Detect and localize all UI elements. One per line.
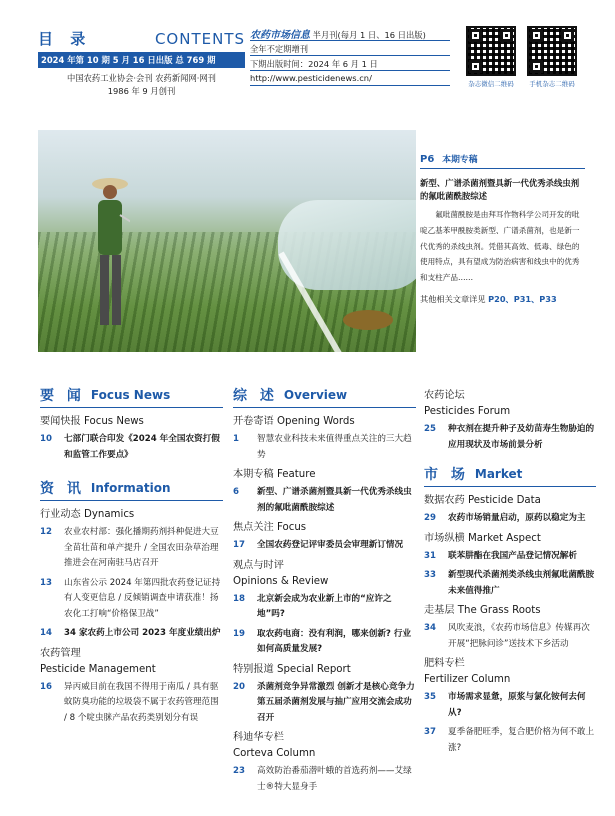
subsection-opening-words: 开卷寄语 Opening Words	[233, 416, 355, 427]
column-news	[40, 386, 223, 730]
page-number: 10	[40, 434, 52, 444]
subsection-fertilizer-en: Fertilizer Column	[424, 674, 511, 685]
entry-title: 农业农村部：强化播期药剂抖种促进大豆全苗壮苗和单产提升 / 全国农田杂草治理推进会在河南驻马店召开	[64, 527, 219, 568]
subsection-special-report: 特别报道 Special Report	[233, 663, 351, 675]
toc-entry[interactable]	[233, 538, 416, 554]
entry-title: 七部门联合印发《2024 年全国农资打假和监管工作要点》	[64, 434, 220, 460]
subsection-corteva-zh: 科迪华专栏	[233, 732, 284, 743]
mobile-qr-code[interactable]	[527, 26, 577, 76]
toc-entry[interactable]	[40, 525, 223, 572]
section-title-en: Information	[90, 481, 171, 495]
toc-entry[interactable]	[40, 432, 223, 463]
wechat-qr-caption: 杂志微信二维码	[468, 80, 514, 88]
entry-title: 风吹麦浪，《农药市场信息》传媒再次开展“把脉问诊”送技术下乡活动	[448, 623, 590, 649]
toc-entry[interactable]	[233, 680, 416, 727]
subsection-forum-en: Pesticides Forum	[424, 406, 511, 417]
toc-entry[interactable]	[233, 485, 416, 516]
toc-entry[interactable]	[424, 549, 596, 565]
website-link[interactable]: http://www.pesticidenews.cn/	[250, 71, 450, 86]
page-number: 16	[40, 681, 52, 692]
page-number: 18	[233, 593, 245, 604]
toc-entry[interactable]	[40, 680, 223, 727]
page-number: 20	[233, 681, 245, 692]
farmer-figure	[90, 170, 130, 335]
section-title-zh: 综 述	[233, 388, 278, 404]
magazine-info	[250, 26, 450, 86]
page-number: 12	[40, 527, 52, 537]
section-focus-news	[40, 386, 223, 408]
section-title-zh: 资 讯	[40, 481, 85, 497]
subsection-forum-zh: 农药论坛	[424, 390, 465, 401]
entry-title: 市场需求显惫，原浆与氯化铵何去何从?	[448, 692, 586, 718]
magazine-line	[250, 26, 450, 41]
supplement-line: 全年不定期增刊	[250, 41, 450, 56]
feature-more	[420, 294, 585, 305]
page-number: 19	[233, 628, 245, 639]
entry-title: 种衣剂在提升种子及幼苗寿生物胁迫的应用现状及市场前景分析	[448, 424, 595, 450]
section-information	[40, 479, 223, 501]
entry-title: 34 家农药上市公司 2023 年度业绩出炉	[64, 628, 221, 638]
subsection-opinions-en: Opinions & Review	[233, 575, 329, 587]
toc-entry[interactable]	[233, 432, 416, 463]
toc-header	[38, 28, 245, 98]
toc-entry[interactable]	[424, 422, 596, 453]
subsection-focus: 焦点关注 Focus	[233, 522, 307, 533]
section-title-en: Market	[474, 467, 523, 481]
section-overview	[233, 386, 416, 408]
entry-title: 夏季备肥旺季，复合肥价格为何不敢上涨?	[448, 727, 595, 753]
page-number: 13	[40, 577, 52, 588]
toc-entry[interactable]	[233, 627, 416, 658]
subsection-corteva-en: Corteva Column	[233, 748, 316, 759]
page-number: 29	[424, 513, 436, 523]
page-number: 33	[424, 570, 436, 580]
toc-entry[interactable]	[40, 576, 223, 623]
page-number: 1	[233, 434, 239, 444]
cover-photo	[38, 130, 416, 352]
subsection-pesticide-management-en: Pesticide Management	[40, 663, 156, 675]
subsection-pesticide-management-zh: 农药管理	[40, 647, 81, 659]
feature-more-prefix: 其他相关文章详见	[420, 293, 486, 304]
toc-title-en: CONTENTS	[154, 30, 245, 48]
feature-label: 本期专稿	[442, 155, 478, 165]
page-number: 25	[424, 424, 436, 434]
page-number: 14	[40, 628, 52, 638]
wechat-qr-code[interactable]	[466, 26, 516, 76]
page-number: 37	[424, 727, 436, 737]
section-title-zh: 要 闻	[40, 388, 85, 404]
subsection-dynamics: 行业动态 Dynamics	[40, 509, 135, 520]
column-overview	[233, 386, 416, 799]
subsection-opinions-zh: 观点与时评	[233, 559, 284, 571]
entry-title: 新型现代杀菌剂类杀线虫剂氟吡菌酰胺未来值得推广	[448, 570, 595, 596]
subsection-pesticide-data: 数据农药 Pesticide Data	[424, 495, 541, 506]
toc-entry[interactable]	[233, 764, 416, 795]
sponsor-line: 中国农药工业协会·会刊 农药新闻网·网刊	[67, 73, 216, 83]
toc-title-zh: 目 录	[38, 30, 92, 48]
page-number: 17	[233, 540, 245, 550]
page-number: 31	[424, 550, 436, 561]
toc-entry[interactable]	[424, 690, 596, 721]
page-number: 34	[424, 623, 436, 633]
feature-more-pages[interactable]: P20、P31、P33	[488, 293, 557, 304]
entry-title: 高效防治番茄潜叶蛾的首选药剂——艾绿士®特大显身手	[257, 766, 412, 792]
magazine-name: 农药市场信息	[250, 30, 310, 41]
entry-title: 农药市场销量启动，原药以稳定为主	[448, 513, 586, 523]
subsection-fertilizer-zh: 肥料专栏	[424, 658, 465, 669]
toc-entry[interactable]	[424, 725, 596, 756]
entry-title: 山东省公示 2024 年第四批农药登记证持有人变更信息 / 反倾销调查申请获准！扬农化工打响“价格保卫战”	[64, 577, 221, 619]
founded-line: 1986 年 9 月创刊	[107, 86, 176, 96]
section-market	[424, 465, 596, 487]
subsection-feature: 本期专稿 Feature	[233, 469, 316, 480]
toc-entry[interactable]	[424, 621, 596, 652]
section-title-en: Focus News	[90, 388, 171, 402]
toc-entry[interactable]	[424, 511, 596, 527]
page-number: 35	[424, 692, 436, 702]
toc-entry[interactable]	[424, 568, 596, 599]
entry-title: 杀菌剂竞争异常激烈 创新才是核心竞争力 第五届杀菌剂发展与抽广应用交流会成功召开	[257, 681, 415, 723]
entry-title: 新型、广谱杀菌剂暨具新一代优秀杀线虫剂的氟吡菌酰胺综述	[257, 487, 412, 513]
feature-page: P6	[420, 154, 435, 165]
feature-box	[420, 152, 585, 305]
section-title-zh: 市 场	[424, 467, 469, 483]
column-market	[424, 388, 596, 760]
entry-title: 联苯肼酯在我国产品登记情况解析	[448, 550, 577, 561]
toc-entry[interactable]	[233, 592, 416, 623]
entry-title: 全国农药登记评审委员会审理新订情况	[257, 540, 404, 550]
magazine-frequency: 半月刊(每月 1 日、16 日出版)	[312, 30, 426, 40]
subsection-grass-roots: 走基层 The Grass Roots	[424, 605, 541, 616]
subsection-focus-news: 要闻快报 Focus News	[40, 416, 144, 427]
entry-title: 北京新会成为农业新上市的“应许之地”吗?	[257, 593, 392, 619]
issue-info: 2024 年第 10 期 5 月 16 日出版 总 769 期	[38, 52, 245, 68]
toc-entry[interactable]	[40, 626, 223, 642]
subsection-market-aspect: 市场纵横 Market Aspect	[424, 532, 541, 544]
mobile-qr-caption: 手机杂志二维码	[529, 80, 575, 88]
section-title-en: Overview	[283, 388, 348, 402]
entry-title: 取农药电商：没有利润，哪来创新? 行业如何高质量发展?	[257, 628, 412, 654]
next-issue-line: 下期出版时间：2024 年 6 月 1 日	[250, 56, 450, 71]
feature-title[interactable]: 新型、广谱杀菌剂暨具新一代优秀杀线虫剂的氟吡菌酰胺综述	[420, 178, 580, 201]
page-number: 6	[233, 487, 239, 497]
entry-title: 异丙威目前在我国不得用于南瓜 / 具有驱蚊防臭功能的垃圾袋不属于农药管理范围 / 8 个啶虫脒产品农药类别划分有误	[64, 681, 219, 723]
entry-title: 智慧农业科技未来值得重点关注的三大趋势	[257, 434, 412, 460]
page-number: 23	[233, 766, 245, 776]
feature-body: 氟吡菌酰胺是由拜耳作物科学公司开发的吡啶乙基苯甲酰胺类新型、广谱杀菌剂，也是新一代优秀的杀线虫剂。凭借其高效、低毒、绿色的使用特点，具有望成为防治病害和线虫中的优秀和支柱产品……	[420, 210, 580, 283]
